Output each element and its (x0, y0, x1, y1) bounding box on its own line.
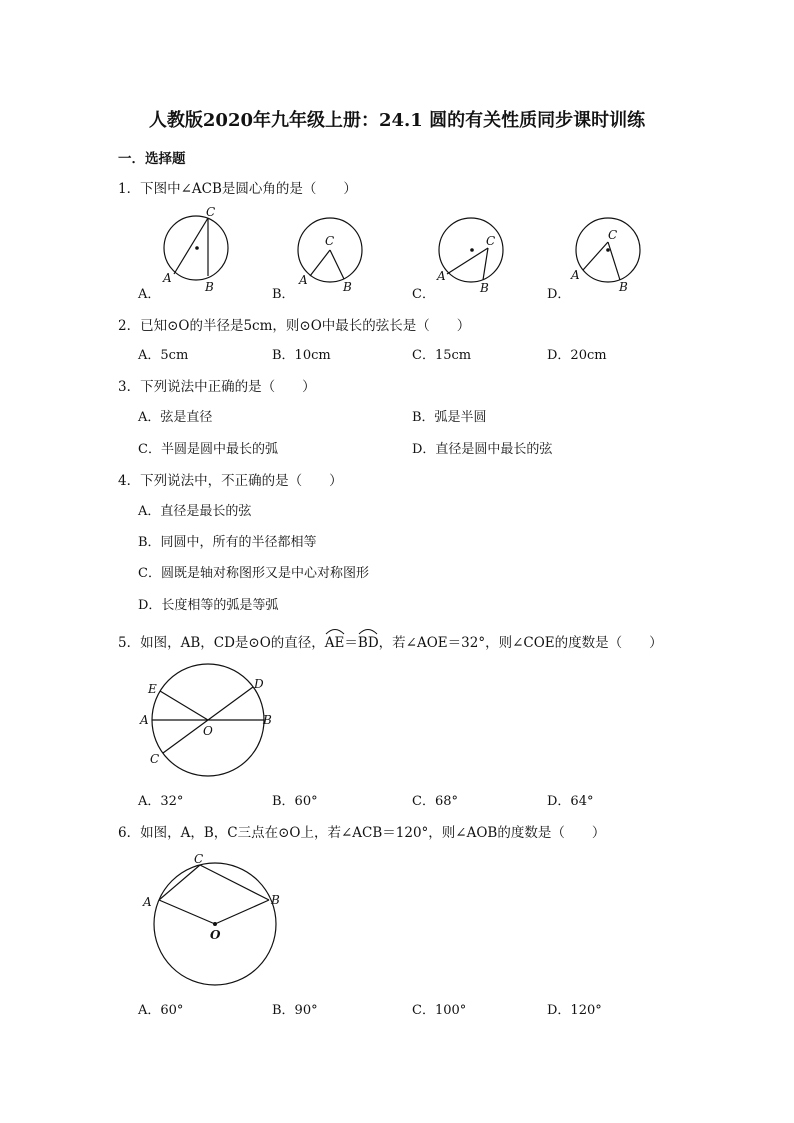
radius-ob (215, 900, 269, 924)
label-b: B (480, 281, 489, 295)
label-b: B (205, 280, 214, 294)
q6-figure (138, 850, 288, 986)
label-c: C (150, 752, 160, 766)
q5-arc-bd (358, 631, 379, 651)
q2-option-c[interactable]: C．15cm (412, 348, 472, 363)
label-c: C (608, 228, 618, 242)
center-dot (470, 248, 474, 252)
label-c: C (206, 205, 216, 219)
chord-ca (583, 242, 608, 270)
q4-option-b[interactable]: B．同圆中，所有的半径都相等 (138, 535, 317, 550)
arc-mark-icon (325, 628, 345, 634)
q5-stem-suffix: ，若∠AOE＝32°，则∠COE的度数是（ ） (378, 635, 663, 651)
q3-option-b[interactable]: B．弧是半圆 (412, 410, 487, 425)
q1-option-a[interactable]: A． (138, 287, 161, 302)
question-4-stem: 4．下列说法中，不正确的是（ ） (118, 473, 343, 489)
q1-figure-d (570, 210, 650, 298)
label-a: A (437, 269, 446, 283)
label-c: C (325, 234, 335, 248)
label-o: O (210, 928, 221, 942)
q4-option-c[interactable]: C．圆既是轴对称图形又是中心对称图形 (138, 566, 369, 581)
q1-figure-c (435, 210, 515, 298)
q5-equals: ＝ (344, 635, 358, 651)
q5-option-a[interactable]: A．32° (138, 794, 184, 809)
q1-option-d[interactable]: D． (547, 287, 571, 302)
label-e: E (148, 682, 157, 696)
q3-option-d[interactable]: D．直径是圆中最长的弦 (412, 442, 553, 457)
q5-figure (136, 662, 286, 780)
q2-option-a[interactable]: A．5cm (138, 348, 189, 363)
q4-option-a[interactable]: A．直径是最长的弦 (138, 504, 252, 519)
q5-stem-prefix: 5．如图，AB，CD是⊙O的直径， (118, 635, 325, 651)
question-5-stem (118, 631, 663, 651)
q1-option-c[interactable]: C． (412, 287, 435, 302)
radius-ao (159, 900, 215, 924)
q6-option-d[interactable]: D．120° (547, 1003, 602, 1018)
label-c: C (194, 852, 204, 866)
label-o: O (203, 724, 213, 738)
q2-option-b[interactable]: B．10cm (272, 348, 331, 363)
q5-option-b[interactable]: B．60° (272, 794, 318, 809)
label-a: A (140, 713, 149, 727)
chord-cb (200, 865, 269, 900)
q5-option-d[interactable]: D．64° (547, 794, 594, 809)
center-dot (606, 248, 610, 252)
q6-option-c[interactable]: C．100° (412, 1003, 467, 1018)
section-heading: 一．选择题 (118, 151, 186, 167)
q5-arc-bd-label: BD (357, 635, 379, 651)
radius-oe (160, 691, 208, 720)
label-a: A (143, 895, 152, 909)
q5-option-c[interactable]: C．68° (412, 794, 458, 809)
chord-ca (447, 248, 488, 274)
chord-cb (608, 242, 620, 280)
q3-option-c[interactable]: C．半圆是圆中最长的弧 (138, 442, 278, 457)
question-3-stem: 3．下列说法中正确的是（ ） (118, 379, 316, 395)
label-a: A (299, 273, 308, 287)
question-2-stem: 2．已知⊙O的半径是5cm，则⊙O中最长的弦长是（ ） (118, 318, 471, 334)
q3-option-a[interactable]: A．弦是直径 (138, 410, 213, 425)
arc-mark-icon (358, 628, 378, 634)
center-dot (213, 922, 217, 926)
q1-figure-a (160, 204, 240, 296)
q2-option-d[interactable]: D．20cm (547, 348, 607, 363)
radius-ca (310, 250, 330, 276)
label-a: A (163, 271, 172, 285)
page-title: 人教版2020年九年级上册：24.1 圆的有关性质同步课时训练 (148, 110, 646, 131)
q4-option-d[interactable]: D．长度相等的弧是等弧 (138, 598, 279, 613)
q1-option-b[interactable]: B． (272, 287, 295, 302)
question-1-stem: 1．下图中∠ACB是圆心角的是（ ） (118, 181, 357, 197)
label-c: C (486, 234, 496, 248)
q5-arc-ae (325, 631, 345, 651)
label-b: B (343, 280, 352, 294)
label-b: B (271, 893, 280, 907)
center-dot (195, 246, 199, 250)
label-b: B (263, 713, 272, 727)
chord-ca (174, 218, 208, 274)
chord-ac (159, 865, 200, 900)
question-6-stem: 6．如图，A，B，C三点在⊙O上，若∠ACB＝120°，则∠AOB的度数是（ ） (118, 825, 606, 841)
q6-option-b[interactable]: B．90° (272, 1003, 318, 1018)
chord-cb (483, 248, 488, 280)
label-b: B (619, 280, 628, 294)
radius-cb (330, 250, 344, 279)
q5-arc-ae-label: AE (324, 635, 345, 651)
q1-figure-b (294, 210, 374, 298)
q6-option-a[interactable]: A．60° (138, 1003, 184, 1018)
label-d: D (254, 677, 264, 691)
label-a: A (571, 268, 580, 282)
